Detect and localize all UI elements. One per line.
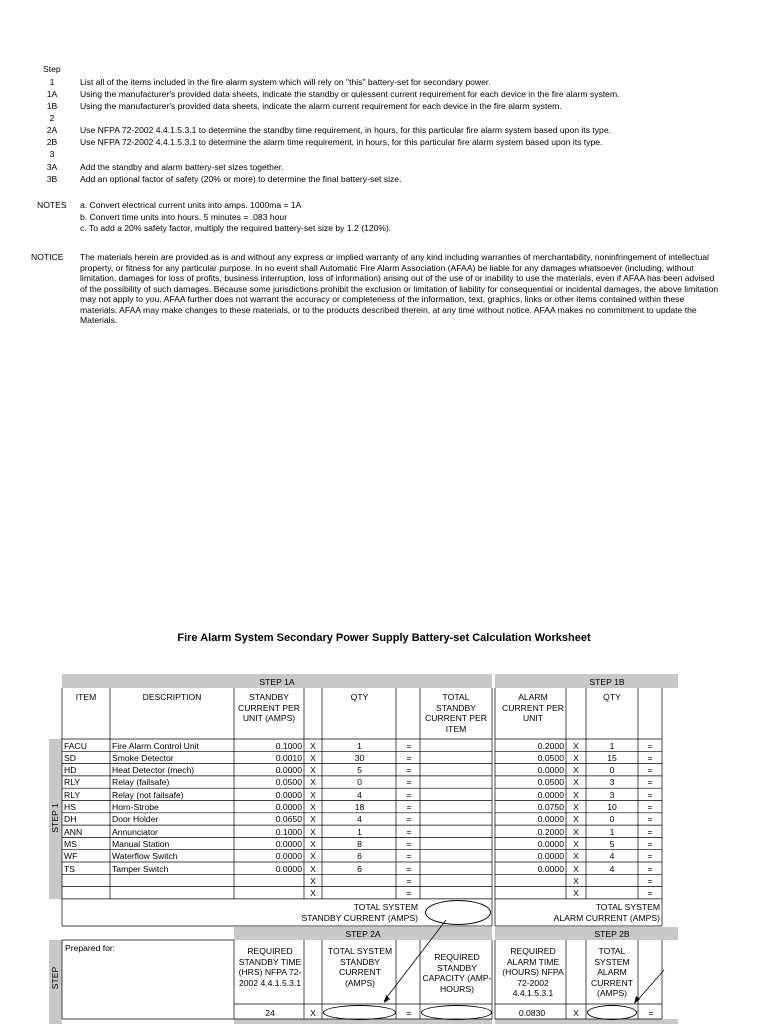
prepared-for-label: Prepared for: [65,943,116,953]
standby-current-value[interactable]: 0.0000 [275,765,302,776]
x-sign: X [310,1008,316,1018]
alarm-current-amps-label: ALARM CURRENT (AMPS) [553,913,660,923]
eq-sign: = [406,888,412,899]
step-text: List all of the items included in the fire alarm system which will rely on "this" battery-set for secondary power. [80,77,491,87]
x-sign: X [310,802,316,812]
alarm-current-value[interactable]: 0.0000 [537,851,564,862]
step1b-label: STEP 1B [589,677,625,687]
step-number: 3A [46,162,58,172]
eq-sign: = [647,888,653,899]
standby-current-value[interactable]: 0.0000 [275,851,302,862]
item-code: HS [64,802,76,812]
step-text: Use NFPA 72-2002 4.4.1.5.3.1 to determine the standby time requirement, in hours, for this particular fire alarm system based upon its type. [80,125,612,135]
alarm-qty-value[interactable]: 15 [607,752,617,763]
eq-sign: = [647,789,653,800]
standby-current-value[interactable]: 0.0500 [275,777,302,788]
item-code: SD [64,752,76,763]
step-text: Using the manufacturer's provided data sheets, indicate the alarm current requirement for each device in the fire alarm system. [80,101,562,111]
eq-sign: = [647,765,653,776]
col-qty-header: QTY [350,692,369,702]
x-sign: X [573,789,579,800]
step1a-label: STEP 1A [259,677,295,687]
item-code: MS [64,838,77,849]
notes-label: NOTES [37,200,67,210]
alarm-qty-value[interactable]: 3 [609,777,615,788]
step-number: 2B [46,137,58,147]
eq-sign: = [647,814,653,825]
eq-sign: = [647,777,653,788]
item-code: RLY [64,777,81,788]
col-description-header: DESCRIPTION [142,692,202,702]
col-item-header: ITEM [75,692,97,702]
step-text: Using the manufacturer's provided data sheets, indicate the standby or quiessent current requirement for each device in the fire alarm system. [80,89,620,99]
eq-sign: = [406,1008,412,1018]
eq-sign: = [647,863,653,874]
standby-qty-value[interactable]: 1 [357,740,362,751]
x-sign: X [573,863,579,874]
x-sign: X [573,777,579,788]
x-sign: X [310,752,316,763]
notice-text: The materials herein are provided as is and without any express or implied warranty of any kind including warranties of merchantability, noninfringement of intellectual property, or fitness for any particular purpose. In no event shall Automatic Fire Alarm Association (AFAA) be liable for any damages whatsoever (including, without limitation, damages for loss of profits, business interruption, loss of information) arising out of the use of or inability to use the materials, even if AFAA has been advised of the possibility of such damages. Because some jurisdictions prohibit the exclusion or limitation of liability for consequential or incidental damages, the above limitation may not apply to you. AFAA further does not warrant the accuracy or completeness of the information, text, graphics, links or other items contained within these materials. AFAA may make changes to these materials, or to the products described therein, at any time without notice. AFAA makes no commitment to update the Materials. [80,252,719,325]
eq-sign: = [406,863,412,874]
standby-current-value[interactable]: 0.0000 [275,838,302,849]
step-number: 2 [49,113,55,123]
standby-current-value[interactable]: 0.0000 [275,789,302,800]
standby-qty-value[interactable]: 30 [354,752,365,763]
alarm-qty-value[interactable]: 0 [609,814,615,825]
standby-qty-value[interactable]: 1 [357,826,362,837]
total-system-label-b: TOTAL SYSTEM [595,902,660,912]
x-sign: X [310,789,316,800]
item-description: Tamper Switch [112,863,169,874]
step2b-label: STEP 2B [594,929,630,939]
step1-side-label: STEP 1 [50,803,60,833]
eq-sign: = [406,740,412,751]
x-sign: X [310,875,316,886]
item-code: FACU [64,740,87,751]
alarm-current-value[interactable]: 0.0500 [537,777,564,788]
x-sign: X [310,851,316,862]
x-sign: X [310,814,316,825]
total-sys-alarm-header: TOTAL SYSTEM ALARM CURRENT (AMPS) [590,946,633,998]
alarm-qty-value[interactable]: 0 [609,765,615,776]
x-sign: X [573,802,579,812]
alarm-qty-value[interactable]: 3 [609,789,615,800]
eq-sign: = [406,851,412,862]
standby-qty-value[interactable]: 4 [357,814,362,825]
step-number: 1 [49,77,55,87]
eq-sign: = [647,802,653,812]
eq-sign: = [406,826,412,837]
item-description: Heat Detector (mech) [112,765,195,776]
standby-qty-value[interactable]: 0 [357,777,362,788]
alarm-current-value[interactable]: 0.0000 [537,789,564,800]
alarm-current-value[interactable]: 0.0000 [537,814,564,825]
steps-header: Step [43,64,61,74]
standby-current-value[interactable]: 0.0010 [275,752,302,763]
eq-sign: = [406,752,412,763]
req-standby-capacity-header: REQUIRED STANDBY CAPACITY (AMP-HOURS) [422,952,492,994]
total-system-label: TOTAL SYSTEM [353,902,418,912]
item-code: TS [64,863,75,874]
step-text: Use NFPA 72-2002 4.4.1.5.3.1 to determine the alarm time requirement, in hours, for this particular fire alarm system based upon its type. [80,137,603,147]
notice-label: NOTICE [31,252,64,262]
standby-qty-value[interactable]: 6 [357,851,362,862]
step-text: Add the standby and alarm battery-set sizes together. [80,162,284,172]
step-text: Add an optional factor of safety (20% or more) to determine the final battery-set size. [80,174,402,184]
alarm-current-value[interactable]: 0.0000 [537,863,564,874]
item-description: Annunciator [112,826,158,837]
item-description: Manual Station [112,838,170,849]
alarm-current-value[interactable]: 0.0000 [537,765,564,776]
step-number: 1B [46,101,58,111]
col-total-standby-header: TOTAL STANDBY CURRENT PER ITEM [425,692,487,734]
alarm-current-value[interactable]: 0.0000 [537,838,564,849]
eq-sign: = [406,789,412,800]
x-sign: X [310,765,316,776]
alarm-current-value[interactable]: 0.2000 [537,740,564,751]
note-line: a. Convert electrical current units into amps. 1000ma = 1A [80,200,302,210]
step2a-label: STEP 2A [345,929,381,939]
x-sign: X [310,740,316,751]
x-sign: X [573,826,579,837]
alarm-qty-value[interactable]: 1 [609,826,615,837]
x-sign: X [573,875,579,886]
eq-sign: = [647,826,653,837]
item-description: Horn-Strobe [112,802,159,812]
eq-sign: = [406,814,412,825]
standby-qty-value[interactable]: 18 [354,802,365,812]
x-sign: X [573,814,579,825]
step-number: 1A [46,89,58,99]
x-sign-b: X [573,1008,579,1018]
x-sign: X [310,888,316,899]
x-sign: X [573,765,579,776]
x-sign: X [310,838,316,849]
standby-current-value[interactable]: 0.1000 [275,740,302,751]
req-alarm-time-header: REQUIRED ALARM TIME (HOURS) NFPA 72-2002 4.4.1.5.3.1 [502,946,564,998]
eq-sign: = [406,802,412,812]
standby-qty-value[interactable]: 4 [357,789,362,800]
note-line: b. Convert time units into hours. 5 minutes = .083 hour [80,211,288,222]
item-code: WF [64,851,78,862]
x-sign: X [310,863,316,874]
note-line: c. To add a 20% safety factor, multiply the required battery-set size by 1.2 (120%). [80,223,392,233]
standby-qty-value[interactable]: 5 [357,765,362,776]
col-alarm-current-header: ALARM CURRENT PER UNIT [502,692,564,723]
standby-current-value[interactable]: 0.0000 [275,802,302,812]
standby-current-value[interactable]: 0.0000 [275,863,302,874]
col-standby-current-header: STANDBY CURRENT PER UNIT (AMPS) [238,692,300,723]
x-sign: X [310,777,316,788]
item-code: RLY [64,789,81,800]
item-description: Relay (failsafe) [112,777,170,788]
req-standby-time-header: REQUIRED STANDBY TIME (HRS) NFPA 72-2002 4.4.1.5.3.1 [238,946,302,988]
eq-sign: = [406,765,412,776]
alarm-qty-value[interactable]: 5 [609,838,615,849]
item-code: DH [64,814,77,825]
eq-sign: = [647,851,653,862]
alarm-qty-value[interactable]: 10 [607,802,617,812]
alarm-current-value[interactable]: 0.0500 [537,752,564,763]
alarm-hours-value[interactable]: 0.0830 [518,1008,546,1018]
eq-sign: = [406,875,412,886]
standby-current-value[interactable]: 0.0650 [275,814,302,825]
item-code: ANN [64,826,83,837]
x-sign: X [573,888,579,899]
eq-sign-b: = [648,1008,654,1018]
step-number: 3B [46,174,58,184]
step-number: 3 [49,149,55,159]
eq-sign: = [647,740,653,751]
eq-sign: = [406,838,412,849]
standby-qty-value[interactable]: 8 [357,838,362,849]
item-description: Fire Alarm Control Unit [112,740,199,751]
x-sign: X [573,838,579,849]
standby-hours-value[interactable]: 24 [265,1008,275,1018]
worksheet-title: Fire Alarm System Secondary Power Supply Battery-set Calculation Worksheet [177,632,591,644]
eq-sign: = [406,777,412,788]
eq-sign: = [647,752,653,763]
total-sys-standby-header: TOTAL SYSTEM STANDBY CURRENT (AMPS) [327,946,393,988]
x-sign: X [573,740,579,751]
item-description: Smoke Detector [112,752,174,763]
item-code: HD [64,765,77,776]
standby-current-value[interactable]: 0.1000 [275,826,302,837]
item-description: Relay (not failsafe) [112,789,184,800]
alarm-qty-value[interactable]: 4 [609,863,615,874]
standby-current-amps-label: STANDBY CURRENT (AMPS) [301,913,418,923]
item-description: Door Holder [112,814,159,825]
alarm-current-value[interactable]: 0.2000 [537,826,564,837]
eq-sign: = [647,838,653,849]
x-sign: X [310,826,316,837]
item-description: Waterflow Switch [112,851,178,862]
alarm-qty-value[interactable]: 1 [609,740,615,751]
x-sign: X [573,851,579,862]
col-qty-b-header: QTY [603,692,621,702]
step2-side-label: STEP [50,966,60,990]
step-number: 2A [46,125,58,135]
alarm-current-value[interactable]: 0.0750 [537,802,564,812]
standby-qty-value[interactable]: 6 [357,863,362,874]
x-sign: X [573,752,579,763]
alarm-qty-value[interactable]: 4 [609,851,615,862]
eq-sign: = [647,875,653,886]
